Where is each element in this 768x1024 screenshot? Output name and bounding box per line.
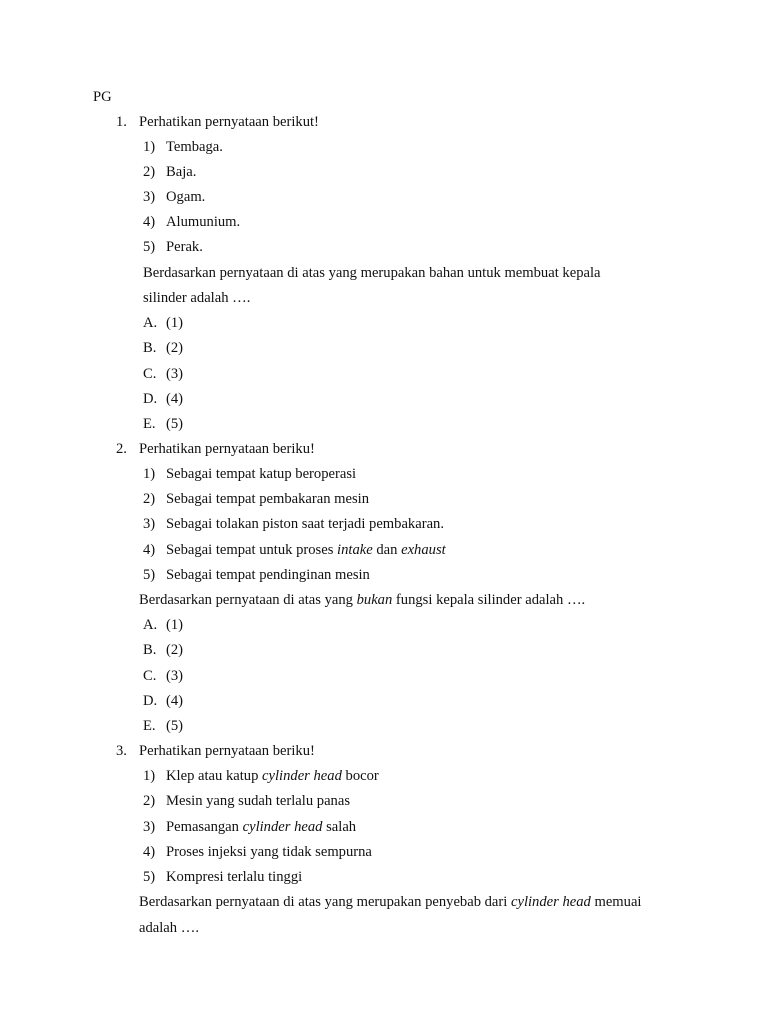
option-letter: A. — [143, 315, 158, 331]
statement-text: Sebagai tolakan piston saat terjadi pembakaran. — [166, 516, 444, 532]
option-letter: D. — [143, 693, 158, 709]
statement-number: 4) — [143, 844, 156, 860]
statement-text-part: Pemasangan — [166, 819, 243, 835]
statement-number: 2) — [143, 164, 156, 180]
statement-number: 2) — [143, 491, 156, 507]
option-letter: B. — [143, 642, 157, 658]
question-italic-term: cylinder head — [510, 894, 591, 910]
option-text: (5) — [166, 416, 184, 432]
statement-number: 5) — [143, 239, 156, 255]
statement-number: 3) — [143, 189, 156, 205]
option-text: (3) — [166, 366, 184, 382]
statement-number: 4) — [143, 214, 156, 230]
statement-number: 3) — [143, 819, 156, 835]
statement-number: 4) — [143, 542, 156, 558]
statement-number: 5) — [143, 567, 156, 583]
statement-text-part: Sebagai tempat untuk proses — [166, 542, 338, 558]
statement-text-part: bocor — [341, 768, 379, 784]
statement-text: Proses injeksi yang tidak sempurna — [166, 844, 372, 860]
question-text-line-1: Berdasarkan pernyataan di atas yang merupakan bahan untuk membuat kepala — [143, 265, 601, 281]
option-letter: C. — [143, 366, 157, 382]
option-text: (2) — [166, 340, 184, 356]
question-prompt: Perhatikan pernyataan beriku! — [139, 441, 315, 457]
statement-text-part: Klep atau katup — [166, 768, 263, 784]
question-italic-term: bukan — [356, 592, 393, 608]
question-text — [139, 591, 585, 609]
option-letter: E. — [143, 416, 156, 432]
statement-text-part: dan — [372, 542, 402, 558]
question-text-part: memuai — [590, 894, 642, 910]
statement-number: 3) — [143, 516, 156, 532]
option-text: (4) — [166, 693, 184, 709]
statement-number: 1) — [143, 768, 156, 784]
option-text: (1) — [166, 617, 184, 633]
question-text-line-2: silinder adalah …. — [143, 290, 251, 306]
statement-text: Ogam. — [166, 189, 206, 205]
option-letter: E. — [143, 718, 156, 734]
statement-text: Mesin yang sudah terlalu panas — [166, 793, 350, 809]
option-text: (4) — [166, 391, 184, 407]
statement-text — [166, 541, 446, 559]
question-prompt: Perhatikan pernyataan beriku! — [139, 743, 315, 759]
statement-text: Sebagai tempat pembakaran mesin — [166, 491, 370, 507]
statement-italic-term: cylinder head — [242, 819, 323, 835]
statement-italic-term: cylinder head — [262, 768, 342, 784]
option-letter: C. — [143, 668, 157, 684]
question-number: 2. — [116, 441, 127, 457]
question-text-line-1 — [139, 893, 642, 911]
statement-text: Baja. — [166, 164, 197, 180]
question-number: 1. — [116, 114, 127, 130]
question-text-part: Berdasarkan pernyataan di atas yang merupakan penyebab dari — [139, 894, 511, 910]
statement-text — [166, 818, 356, 836]
statement-text — [166, 767, 379, 785]
statement-text: Kompresi terlalu tinggi — [166, 869, 303, 885]
option-letter: D. — [143, 391, 158, 407]
question-number: 3. — [116, 743, 127, 759]
statement-italic-term: intake — [337, 542, 373, 558]
question-text-part: Berdasarkan pernyataan di atas yang — [139, 592, 357, 608]
section-label: PG — [93, 89, 112, 105]
statement-text: Sebagai tempat pendinginan mesin — [166, 567, 370, 583]
question-prompt: Perhatikan pernyataan berikut! — [139, 114, 319, 130]
statement-text: Perak. — [166, 239, 203, 255]
question-text-part: fungsi kepala silinder adalah …. — [392, 592, 586, 608]
statement-number: 1) — [143, 139, 156, 155]
option-text: (1) — [166, 315, 184, 331]
statement-number: 1) — [143, 466, 156, 482]
option-text: (5) — [166, 718, 184, 734]
option-text: (3) — [166, 668, 184, 684]
statement-text: Tembaga. — [166, 139, 223, 155]
option-letter: B. — [143, 340, 157, 356]
statement-number: 2) — [143, 793, 156, 809]
option-text: (2) — [166, 642, 184, 658]
statement-text: Sebagai tempat katup beroperasi — [166, 466, 357, 482]
option-letter: A. — [143, 617, 158, 633]
statement-italic-term: exhaust — [401, 542, 446, 558]
question-text-line-2: adalah …. — [139, 920, 199, 936]
statement-text: Alumunium. — [166, 214, 241, 230]
statement-text-part: salah — [322, 819, 357, 835]
statement-number: 5) — [143, 869, 156, 885]
